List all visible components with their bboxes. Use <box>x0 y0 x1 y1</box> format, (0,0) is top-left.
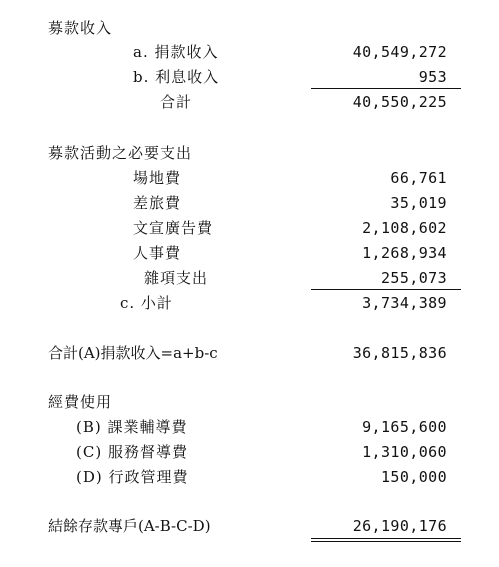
expense-item-label: 人事費 <box>133 244 182 262</box>
expense-item-value: 35,019 <box>390 194 447 212</box>
expense-subtotal-label: c. 小計 <box>120 294 173 312</box>
balance-double-rule-bottom <box>311 541 461 542</box>
interest-income-label: b. 利息收入 <box>133 68 220 86</box>
usage-item-label: (C) 服務督導費 <box>76 443 188 461</box>
income-total-value: 40,550,225 <box>352 93 447 111</box>
balance-double-rule-top <box>311 538 461 539</box>
donation-income-label: a. 捐款收入 <box>133 43 219 61</box>
balance-label: 結餘存款專戶(A-B-C-D) <box>48 517 211 535</box>
expense-item-value: 255,073 <box>380 269 447 287</box>
expense-item-label: 差旅費 <box>133 194 182 212</box>
interest-income-value: 953 <box>418 68 447 86</box>
usage-item-label: (D) 行政管理費 <box>76 468 189 486</box>
balance-value: 26,190,176 <box>352 517 447 535</box>
usage-item-label: (B) 課業輔導費 <box>76 418 188 436</box>
expense-item-value: 2,108,602 <box>362 219 447 237</box>
expense-subtotal-value: 3,734,389 <box>362 294 447 312</box>
expense-item-label: 場地費 <box>133 169 182 187</box>
expense-item-value: 66,761 <box>390 169 447 187</box>
income-heading: 募款收入 <box>48 19 113 37</box>
income-total-rule <box>311 88 461 89</box>
expense-item-label: 雜項支出 <box>144 269 209 287</box>
usage-item-value: 1,310,060 <box>362 443 447 461</box>
usage-heading: 經費使用 <box>48 393 113 411</box>
net-donation-value: 36,815,836 <box>352 344 447 362</box>
net-donation-label: 合計(A)捐款收入=a+b-c <box>48 344 218 362</box>
income-total-label: 合計 <box>160 93 193 111</box>
usage-item-value: 150,000 <box>380 468 447 486</box>
expense-item-value: 1,268,934 <box>362 244 447 262</box>
expenses-heading: 募款活動之必要支出 <box>48 144 193 162</box>
donation-income-value: 40,549,272 <box>352 43 447 61</box>
usage-item-value: 9,165,600 <box>362 418 447 436</box>
expense-item-label: 文宣廣告費 <box>133 219 214 237</box>
expense-subtotal-rule <box>311 289 461 290</box>
